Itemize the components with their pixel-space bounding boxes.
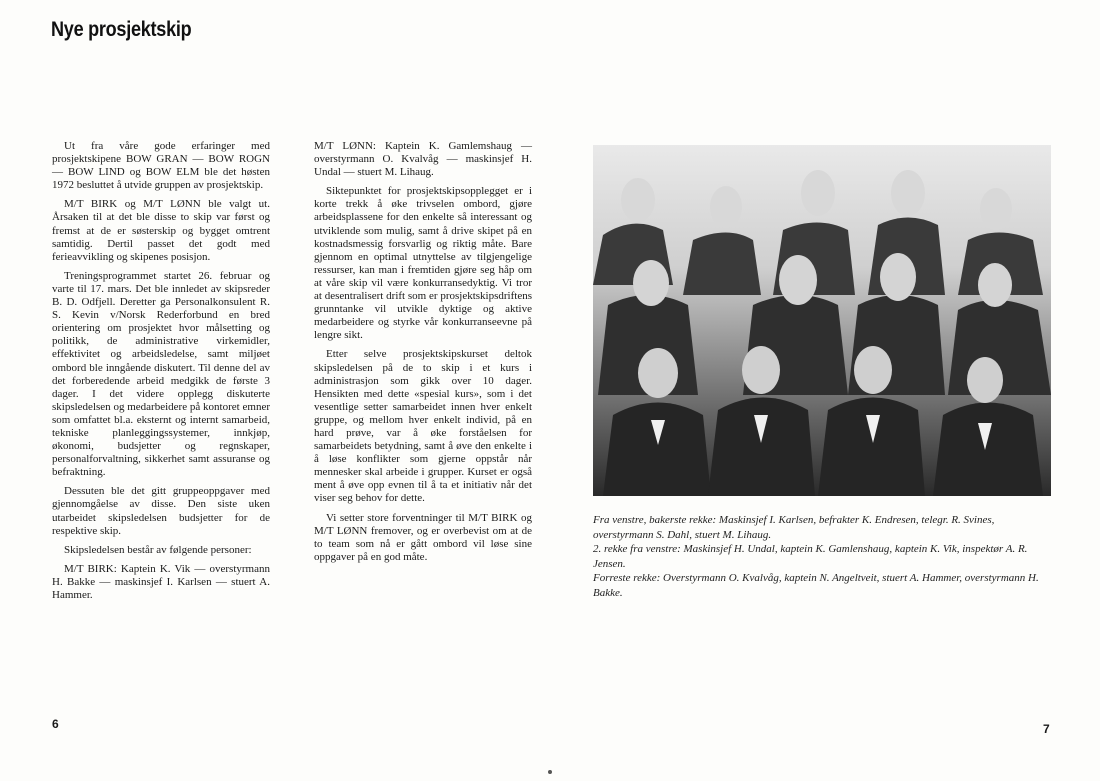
photo-caption	[593, 513, 1053, 600]
text-column-middle	[314, 140, 532, 570]
paragraph: M/T LØNN: Kaptein K. Gamlemshaug — overstyrmann O. Kvalvåg — maskinsjef H. Undal — stuert M. Lihaug.	[314, 140, 532, 179]
paragraph: Etter selve prosjektskipskurset deltok skipsledelsen på de to skip i et kurs i administrasjon som gikk over 10 dager. Hensikten med dette «spesial kurs», som i det vesentlige setter samarbeidet innen hver enkelt gruppe, og mellom hver enkelt individ, på en hard prøve, var å øke forståelsen for samarbeidets betydning, samt å øve den enkelte i å løse konflikter som gjerne oppstår når mennesker skal arbeide i grupper. Kurset er også ment å øve opp evnen til å ta et initiativ når det viser seg behov for dette.	[314, 348, 532, 505]
caption-line: Forreste rekke: Overstyrmann O. Kvalvåg, kaptein N. Angeltveit, stuert A. Hammer, overstyrmann H. Bakke.	[593, 572, 1039, 599]
caption-line: Fra venstre, bakerste rekke: Maskinsjef I. Karlsen, befrakter K. Endresen, telegr. R. Svines, overstyrmann S. Dahl, stuert M. Lihaug.	[593, 514, 995, 541]
paragraph: Ut fra våre gode erfaringer med prosjektskipene BOW GRAN — BOW ROGN — BOW LIND og BOW ELM ble det høsten 1972 besluttet å utvide gruppen av prosjektskip.	[52, 140, 270, 192]
page-number-left: 6	[52, 717, 59, 731]
text-column-left	[52, 140, 270, 608]
fold-mark	[548, 770, 552, 774]
article-heading: Nye prosjektskip	[51, 18, 192, 41]
paragraph: Skipsledelsen består av følgende personer:	[64, 543, 252, 556]
group-photo	[593, 145, 1051, 496]
paragraph: M/T BIRK: Kaptein K. Vik — overstyrmann H. Bakke — maskinsjef I. Karlsen — stuert A. Hammer.	[52, 562, 270, 601]
caption-line: 2. rekke fra venstre: Maskinsjef H. Undal, kaptein K. Gamlenshaug, kaptein K. Vik, inspektør A. R. Jensen.	[593, 543, 1028, 570]
page-number-right: 7	[1043, 722, 1050, 736]
paragraph: Dessuten ble det gitt gruppeoppgaver med gjennomgåelse av disse. Den siste uken utarbeidet skipsledelsen budsjetter for de respektive skip.	[52, 485, 270, 537]
paragraph: Vi setter store forventninger til M/T BIRK og M/T LØNN fremover, og er overbevist om at de to team som nå er gått ombord vil løse sine oppgaver på en god måte.	[314, 511, 532, 563]
paragraph: Treningsprogrammet startet 26. februar og varte til 17. mars. Det ble innledet av skipsreder B. D. Odfjell. Deretter ga Personalkonsulent R. S. Kevin v/Norsk Rederforbund en bred orientering om prosjektet hvor målsetting og politikk, de administrative virkemidler, effektivitet og arbeidsledelse, samt miljøet ombord ble inngående diskutert. Til denne del av det forberedende arbeid medgikk de første 3 dager. I det videre opplegg diskuterte skipsledelsen og medarbeidere på kontoret emner som omfattet bl.a. eksternt og internt samarbeid, tekniske planleggingssystemer, innkjøp, økonomi, budsjetter og regnskaper, personalforvaltning, sikkerhet samt assuranse og befraktning.	[52, 269, 270, 479]
paragraph: Siktepunktet for prosjektskipsopplegget er i korte trekk å øke trivselen ombord, gjøre arbeidsplassene for den enkelte så interessant og utviklende som mulig, samt å drive skipet på en kostnadsmessig forsvarlig og riktig måte. Bare gjennom en optimal utnyttelse av tilgjengelige ressurser, kan man i fremtiden gjøre seg håp om at våre skip vil være konkurransedyktig. Vi tror at desentralisert drift som er prosjektskipsdriftens grunntanke vil utvikle dyktige og aktive medarbeidere og styrke vår konkurranseevne på lengre sikt.	[314, 185, 532, 342]
paragraph: M/T BIRK og M/T LØNN ble valgt ut. Årsaken til at det ble disse to skip var først og fremst at de er søsterskip og bygget omtrent samtidig. Dertil passet det godt med ferieavvikling og skipenes posisjon.	[52, 198, 270, 263]
